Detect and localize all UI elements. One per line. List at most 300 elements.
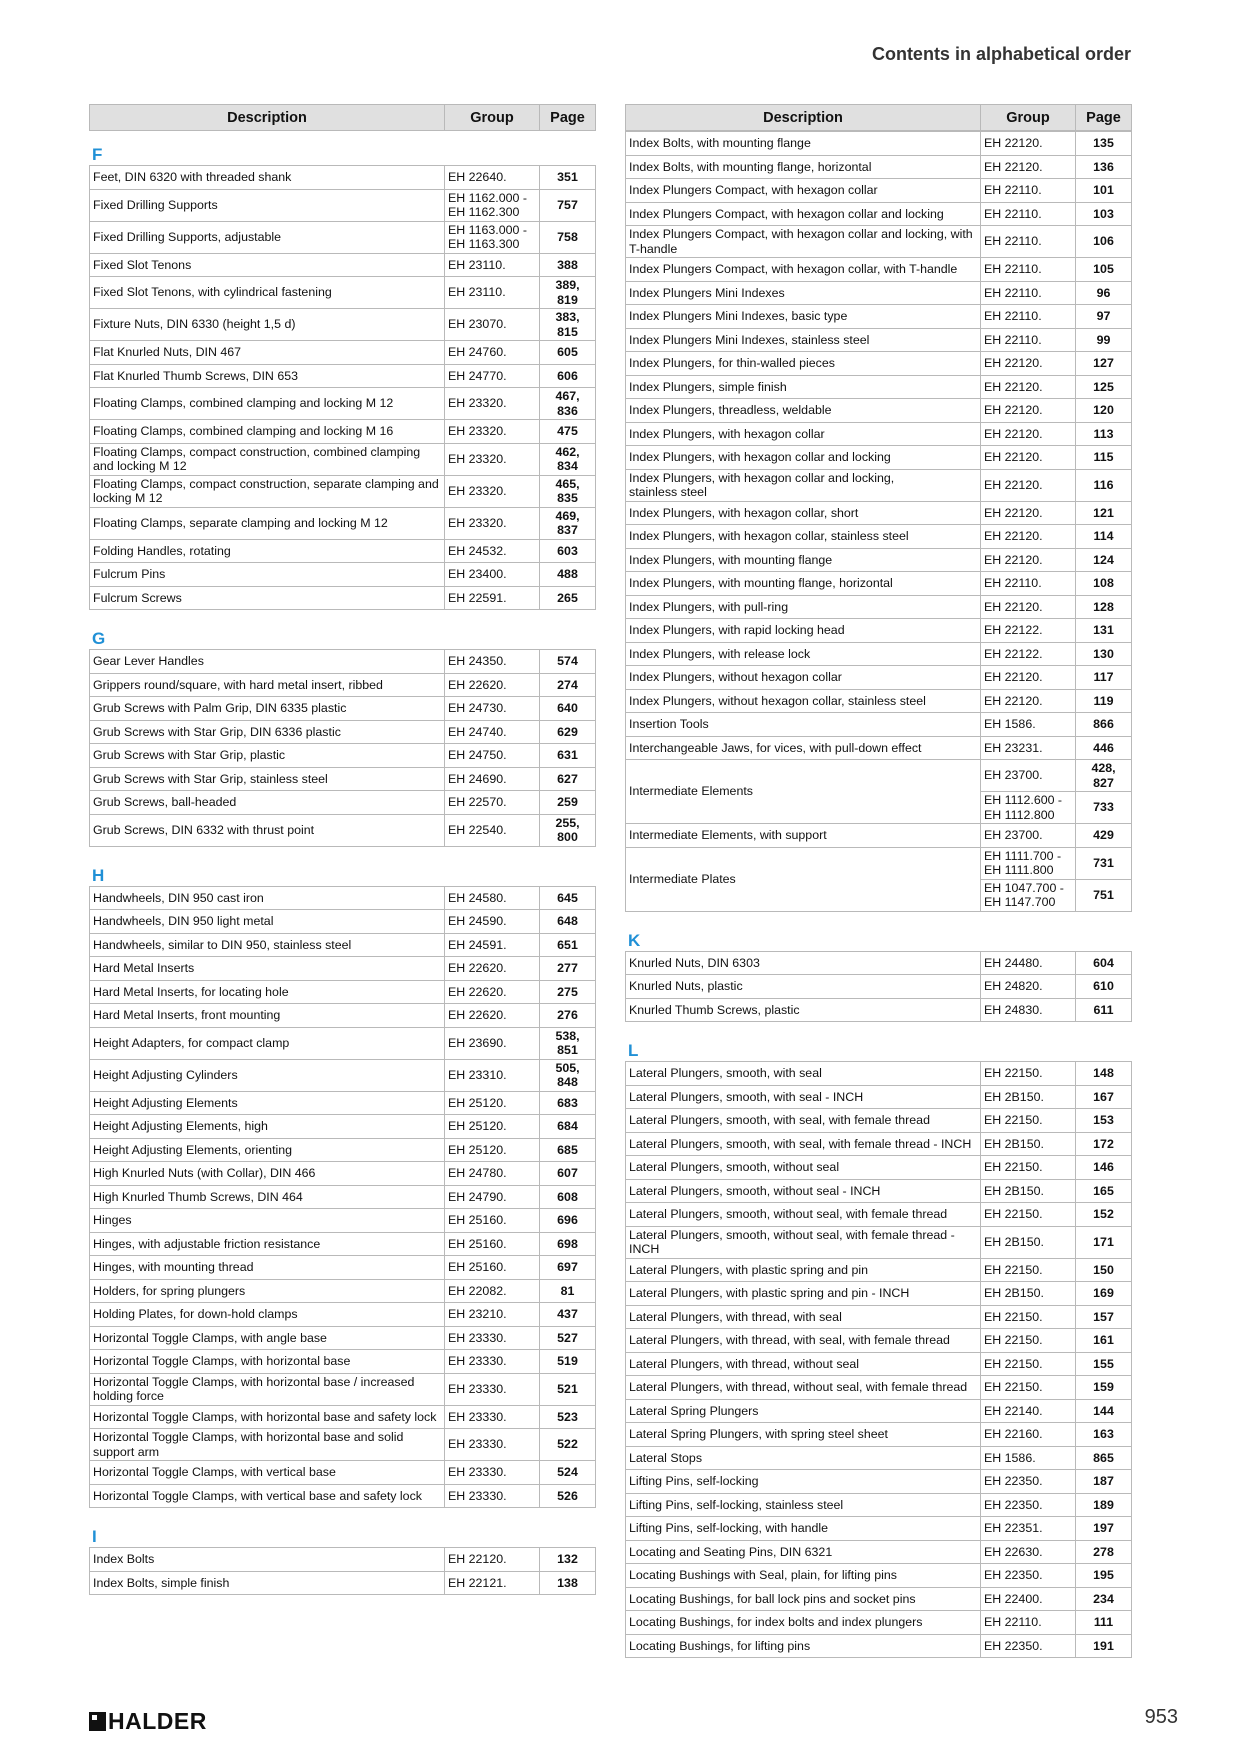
row-page: 116	[1076, 469, 1132, 501]
row-group: EH 1586.	[981, 713, 1076, 737]
table-row	[626, 469, 1132, 501]
table-row	[626, 1329, 1132, 1353]
row-group: EH 22150.	[981, 1258, 1076, 1282]
row-description: Interchangeable Jaws, for vices, with pull-down effect	[626, 736, 981, 760]
row-description: Index Bolts, with mounting flange, horizontal	[626, 155, 981, 179]
row-group: EH 23330.	[445, 1373, 540, 1405]
row-group: EH 2B150.	[981, 1282, 1076, 1306]
table-row	[90, 1115, 596, 1139]
table-row	[626, 1470, 1132, 1494]
row-group: EH 22120.	[981, 399, 1076, 423]
row-description: Intermediate Plates	[626, 847, 981, 911]
row-description: Hinges	[90, 1209, 445, 1233]
row-description: Fixed Drilling Supports	[90, 189, 445, 221]
row-page: 155	[1076, 1352, 1132, 1376]
row-description: Lateral Plungers, smooth, without seal	[626, 1156, 981, 1180]
row-description: Horizontal Toggle Clamps, with horizontal base	[90, 1350, 445, 1374]
table-row	[90, 1256, 596, 1280]
row-description: Index Plungers Mini Indexes, stainless steel	[626, 328, 981, 352]
row-group: EH 23110.	[445, 277, 540, 309]
row-page: 255, 800	[540, 814, 596, 846]
row-description: Lateral Plungers, smooth, with seal, with female thread - INCH	[626, 1132, 981, 1156]
row-page: 191	[1076, 1634, 1132, 1658]
header-description: Description	[90, 105, 445, 131]
row-page: 169	[1076, 1282, 1132, 1306]
table-row	[626, 399, 1132, 423]
row-group: EH 24830.	[981, 998, 1076, 1022]
row-page: 462, 834	[540, 443, 596, 475]
row-page: 172	[1076, 1132, 1132, 1156]
row-page: 627	[540, 767, 596, 791]
row-description: Locating Bushings, for index bolts and index plungers	[626, 1611, 981, 1635]
row-group: EH 23320.	[445, 388, 540, 420]
row-group: EH 22150.	[981, 1305, 1076, 1329]
row-description: Floating Clamps, compact construction, separate clamping and locking M 12	[90, 475, 445, 507]
row-page: 683	[540, 1091, 596, 1115]
row-description: Fixed Slot Tenons, with cylindrical fastening	[90, 277, 445, 309]
row-description: Grub Screws with Palm Grip, DIN 6335 plastic	[90, 697, 445, 721]
index-table	[89, 165, 596, 610]
row-group: EH 22120.	[981, 132, 1076, 156]
row-page: 132	[540, 1548, 596, 1572]
row-description: Hinges, with adjustable friction resistance	[90, 1232, 445, 1256]
row-group: EH 24690.	[445, 767, 540, 791]
row-group: EH 2B150.	[981, 1132, 1076, 1156]
header-group: Group	[981, 105, 1076, 131]
row-page: 128	[1076, 595, 1132, 619]
table-row	[626, 1611, 1132, 1635]
row-description: Index Bolts	[90, 1548, 445, 1572]
row-group: EH 22620.	[445, 673, 540, 697]
row-page: 105	[1076, 258, 1132, 282]
row-description: Handwheels, similar to DIN 950, stainless steel	[90, 933, 445, 957]
row-page: 138	[540, 1571, 596, 1595]
table-row	[90, 886, 596, 910]
row-page: 259	[540, 791, 596, 815]
section-letter: H	[92, 865, 105, 885]
table-row	[626, 1376, 1132, 1400]
table-row	[90, 767, 596, 791]
row-description: Knurled Nuts, DIN 6303	[626, 951, 981, 975]
row-group: EH 23690.	[445, 1027, 540, 1059]
table-row	[90, 910, 596, 934]
row-group: EH 22150.	[981, 1062, 1076, 1086]
table-row	[90, 1027, 596, 1059]
row-description: Hard Metal Inserts, for locating hole	[90, 980, 445, 1004]
row-page: 465, 835	[540, 475, 596, 507]
row-group: EH 24770.	[445, 364, 540, 388]
row-description: Index Bolts, with mounting flange	[626, 132, 981, 156]
row-group: EH 1112.600 - EH 1112.800	[981, 792, 1076, 824]
table-row	[626, 1587, 1132, 1611]
row-group: EH 22350.	[981, 1634, 1076, 1658]
row-description: Index Plungers, without hexagon collar, stainless steel	[626, 689, 981, 713]
index-table	[625, 131, 1132, 912]
table-row	[90, 697, 596, 721]
row-group: EH 25120.	[445, 1091, 540, 1115]
row-page: 866	[1076, 713, 1132, 737]
row-description: High Knurled Thumb Screws, DIN 464	[90, 1185, 445, 1209]
right-column	[625, 104, 1131, 1658]
table-row	[90, 1350, 596, 1374]
row-description: Lateral Plungers, smooth, with seal	[626, 1062, 981, 1086]
table-row	[90, 364, 596, 388]
row-group: EH 22120.	[981, 689, 1076, 713]
row-page: 99	[1076, 328, 1132, 352]
row-page: 161	[1076, 1329, 1132, 1353]
row-group: EH 22120.	[981, 666, 1076, 690]
row-group: EH 23700.	[981, 760, 1076, 792]
row-group: EH 22540.	[445, 814, 540, 846]
table-row	[626, 226, 1132, 258]
row-description: Lifting Pins, self-locking, stainless steel	[626, 1493, 981, 1517]
row-description: Lateral Spring Plungers	[626, 1399, 981, 1423]
row-page: 437	[540, 1303, 596, 1327]
table-row	[626, 375, 1132, 399]
row-page: 163	[1076, 1423, 1132, 1447]
row-group: EH 23330.	[445, 1405, 540, 1429]
row-description: Hard Metal Inserts, front mounting	[90, 1004, 445, 1028]
row-description: Index Plungers, with hexagon collar and locking	[626, 446, 981, 470]
row-description: Lifting Pins, self-locking	[626, 1470, 981, 1494]
row-description: Index Plungers, with rapid locking head	[626, 619, 981, 643]
row-group: EH 25160.	[445, 1209, 540, 1233]
letter-section	[89, 145, 595, 610]
table-row	[626, 689, 1132, 713]
table-row	[90, 221, 596, 253]
table-row	[626, 951, 1132, 975]
row-description: Lateral Stops	[626, 1446, 981, 1470]
row-description: Height Adjusting Elements, high	[90, 1115, 445, 1139]
row-group: EH 24750.	[445, 744, 540, 768]
left-sections	[89, 145, 595, 1595]
row-page: 865	[1076, 1446, 1132, 1470]
row-description: Lateral Plungers, with plastic spring and pin	[626, 1258, 981, 1282]
row-description: Index Plungers Compact, with hexagon collar and locking, with T-handle	[626, 226, 981, 258]
row-group: EH 23110.	[445, 253, 540, 277]
row-group: EH 24730.	[445, 697, 540, 721]
halder-logo	[89, 1709, 207, 1733]
row-group: EH 22120.	[981, 469, 1076, 501]
index-table	[89, 886, 596, 1509]
row-group: EH 22110.	[981, 328, 1076, 352]
letter-section	[89, 866, 595, 1509]
row-description: Fulcrum Pins	[90, 563, 445, 587]
row-page: 171	[1076, 1226, 1132, 1258]
row-group: EH 22082.	[445, 1279, 540, 1303]
table-row	[626, 998, 1132, 1022]
row-page: 351	[540, 166, 596, 190]
row-group: EH 23330.	[445, 1484, 540, 1508]
row-page: 475	[540, 420, 596, 444]
row-description: Folding Handles, rotating	[90, 539, 445, 563]
row-page: 648	[540, 910, 596, 934]
table-row	[626, 525, 1132, 549]
row-group: EH 22570.	[445, 791, 540, 815]
logo-mark-icon	[89, 1712, 106, 1731]
row-description: Flat Knurled Nuts, DIN 467	[90, 341, 445, 365]
row-page: 130	[1076, 642, 1132, 666]
row-page: 125	[1076, 375, 1132, 399]
section-letter: F	[92, 145, 103, 164]
table-row	[90, 1279, 596, 1303]
right-index-table-header	[625, 104, 1132, 131]
letter-section	[89, 629, 595, 847]
row-group: EH 22620.	[445, 980, 540, 1004]
table-row	[90, 1484, 596, 1508]
row-description: Index Plungers, with hexagon collar, short	[626, 501, 981, 525]
table-row	[626, 1282, 1132, 1306]
row-description: Knurled Thumb Screws, plastic	[626, 998, 981, 1022]
row-description: Grub Screws with Star Grip, DIN 6336 plastic	[90, 720, 445, 744]
table-row	[90, 791, 596, 815]
header-page: Page	[1076, 105, 1132, 131]
row-description: Index Plungers, without hexagon collar	[626, 666, 981, 690]
row-description: Holders, for spring plungers	[90, 1279, 445, 1303]
row-page: 157	[1076, 1305, 1132, 1329]
row-page: 519	[540, 1350, 596, 1374]
row-page: 696	[540, 1209, 596, 1233]
row-group: EH 22591.	[445, 586, 540, 610]
row-description: Horizontal Toggle Clamps, with angle base	[90, 1326, 445, 1350]
row-group: EH 22150.	[981, 1203, 1076, 1227]
row-group: EH 24591.	[445, 933, 540, 957]
table-row	[90, 933, 596, 957]
row-page: 81	[540, 1279, 596, 1303]
table-row	[90, 1004, 596, 1028]
table-row	[626, 1132, 1132, 1156]
table-row	[626, 328, 1132, 352]
table-row	[626, 352, 1132, 376]
row-description: Locating Bushings with Seal, plain, for lifting pins	[626, 1564, 981, 1588]
table-row	[626, 422, 1132, 446]
table-row	[90, 1162, 596, 1186]
row-group: EH 24740.	[445, 720, 540, 744]
row-group: EH 22120.	[981, 352, 1076, 376]
row-page: 144	[1076, 1399, 1132, 1423]
section-letter: G	[92, 629, 106, 648]
row-description: Horizontal Toggle Clamps, with horizontal base / increased holding force	[90, 1373, 445, 1405]
table-row	[626, 1305, 1132, 1329]
letter-section	[625, 931, 1131, 1023]
row-page: 165	[1076, 1179, 1132, 1203]
table-row	[626, 572, 1132, 596]
row-page: 611	[1076, 998, 1132, 1022]
row-description: Handwheels, DIN 950 light metal	[90, 910, 445, 934]
table-row	[90, 443, 596, 475]
table-row	[626, 736, 1132, 760]
row-page: 265	[540, 586, 596, 610]
row-description: Height Adjusting Elements, orienting	[90, 1138, 445, 1162]
row-group: EH 24532.	[445, 539, 540, 563]
row-description: Lateral Plungers, smooth, with seal, with female thread	[626, 1109, 981, 1133]
row-page: 697	[540, 1256, 596, 1280]
table-row	[626, 847, 1132, 879]
row-page: 640	[540, 697, 596, 721]
table-row	[90, 1461, 596, 1485]
row-group: EH 22350.	[981, 1493, 1076, 1517]
row-description: Lateral Plungers, smooth, with seal - INCH	[626, 1085, 981, 1109]
table-row	[90, 563, 596, 587]
row-page: 751	[1076, 879, 1132, 911]
row-group: EH 23330.	[445, 1350, 540, 1374]
row-group: EH 25120.	[445, 1115, 540, 1139]
row-description: Lateral Plungers, smooth, without seal - INCH	[626, 1179, 981, 1203]
table-row	[90, 744, 596, 768]
row-page: 610	[1076, 975, 1132, 999]
row-group: EH 22110.	[981, 258, 1076, 282]
table-row	[626, 642, 1132, 666]
row-group: EH 24820.	[981, 975, 1076, 999]
row-page: 121	[1076, 501, 1132, 525]
row-group: EH 22110.	[981, 305, 1076, 329]
row-group: EH 22110.	[981, 281, 1076, 305]
row-page: 757	[540, 189, 596, 221]
right-sections	[625, 131, 1131, 1658]
row-group: EH 23070.	[445, 309, 540, 341]
row-group: EH 23310.	[445, 1059, 540, 1091]
row-group: EH 22120.	[981, 446, 1076, 470]
letter-section	[89, 1527, 595, 1595]
table-row	[90, 166, 596, 190]
row-group: EH 23320.	[445, 475, 540, 507]
left-column	[89, 104, 595, 1595]
row-page: 108	[1076, 572, 1132, 596]
row-description: Index Plungers Mini Indexes, basic type	[626, 305, 981, 329]
row-page: 111	[1076, 1611, 1132, 1635]
table-row	[626, 1517, 1132, 1541]
row-group: EH 24480.	[981, 951, 1076, 975]
table-row	[626, 1634, 1132, 1658]
table-row	[626, 619, 1132, 643]
row-group: EH 22630.	[981, 1540, 1076, 1564]
row-description: Holding Plates, for down-hold clamps	[90, 1303, 445, 1327]
row-description: Lateral Plungers, with thread, without seal	[626, 1352, 981, 1376]
row-description: High Knurled Nuts (with Collar), DIN 466	[90, 1162, 445, 1186]
row-page: 274	[540, 673, 596, 697]
row-description: Intermediate Elements, with support	[626, 824, 981, 848]
row-description: Handwheels, DIN 950 cast iron	[90, 886, 445, 910]
row-description: Floating Clamps, separate clamping and locking M 12	[90, 507, 445, 539]
row-page: 469, 837	[540, 507, 596, 539]
row-page: 521	[540, 1373, 596, 1405]
row-group: EH 23330.	[445, 1326, 540, 1350]
row-group: EH 2B150.	[981, 1085, 1076, 1109]
row-description: Index Plungers Compact, with hexagon collar and locking	[626, 202, 981, 226]
row-page: 429	[1076, 824, 1132, 848]
table-row	[90, 980, 596, 1004]
table-row	[626, 1258, 1132, 1282]
table-row	[90, 1059, 596, 1091]
row-group: EH 23320.	[445, 443, 540, 475]
row-description: Height Adjusting Elements	[90, 1091, 445, 1115]
row-page: 684	[540, 1115, 596, 1139]
row-group: EH 2B150.	[981, 1179, 1076, 1203]
row-description: Index Bolts, simple finish	[90, 1571, 445, 1595]
row-group: EH 1586.	[981, 1446, 1076, 1470]
row-page: 276	[540, 1004, 596, 1028]
row-description: Lateral Spring Plungers, with spring steel sheet	[626, 1423, 981, 1447]
row-description: Index Plungers, simple finish	[626, 375, 981, 399]
row-group: EH 22110.	[981, 1611, 1076, 1635]
row-group: EH 1163.000 - EH 1163.300	[445, 221, 540, 253]
header-description: Description	[626, 105, 981, 131]
table-row	[626, 760, 1132, 792]
row-group: EH 22120.	[981, 422, 1076, 446]
table-row	[90, 957, 596, 981]
table-row	[626, 258, 1132, 282]
table-row	[90, 1571, 596, 1595]
row-description: Locating and Seating Pins, DIN 6321	[626, 1540, 981, 1564]
row-page: 106	[1076, 226, 1132, 258]
row-group: EH 22150.	[981, 1352, 1076, 1376]
table-row	[90, 253, 596, 277]
row-page: 522	[540, 1429, 596, 1461]
row-description: Hard Metal Inserts	[90, 957, 445, 981]
table-row	[90, 189, 596, 221]
row-description: Insertion Tools	[626, 713, 981, 737]
row-description: Grub Screws, ball-headed	[90, 791, 445, 815]
table-row	[626, 1156, 1132, 1180]
table-row	[90, 1405, 596, 1429]
row-description: Index Plungers, with release lock	[626, 642, 981, 666]
row-description: Fixture Nuts, DIN 6330 (height 1,5 d)	[90, 309, 445, 341]
table-row	[626, 1062, 1132, 1086]
row-page: 97	[1076, 305, 1132, 329]
table-row	[90, 1326, 596, 1350]
row-page: 523	[540, 1405, 596, 1429]
table-row	[90, 1091, 596, 1115]
index-table	[89, 649, 596, 847]
row-description: Fixed Slot Tenons	[90, 253, 445, 277]
logo-text: HALDER	[108, 1707, 207, 1734]
row-page: 467, 836	[540, 388, 596, 420]
page-title: Contents in alphabetical order	[871, 44, 1131, 64]
row-description: Intermediate Elements	[626, 760, 981, 824]
row-group: EH 22110.	[981, 572, 1076, 596]
table-row	[626, 1423, 1132, 1447]
table-row	[626, 548, 1132, 572]
row-page: 189	[1076, 1493, 1132, 1517]
row-page: 538, 851	[540, 1027, 596, 1059]
table-row	[90, 720, 596, 744]
row-group: EH 1111.700 - EH 1111.800	[981, 847, 1076, 879]
table-row	[90, 673, 596, 697]
index-table	[625, 1061, 1132, 1658]
row-description: Index Plungers, threadless, weldable	[626, 399, 981, 423]
row-page: 428, 827	[1076, 760, 1132, 792]
row-page: 113	[1076, 422, 1132, 446]
row-page: 101	[1076, 179, 1132, 203]
row-description: Horizontal Toggle Clamps, with horizontal base and solid support arm	[90, 1429, 445, 1461]
row-description: Lateral Plungers, with plastic spring and pin - INCH	[626, 1282, 981, 1306]
row-page: 103	[1076, 202, 1132, 226]
row-group: EH 22150.	[981, 1376, 1076, 1400]
row-page: 524	[540, 1461, 596, 1485]
row-description: Horizontal Toggle Clamps, with vertical base and safety lock	[90, 1484, 445, 1508]
row-page: 389, 819	[540, 277, 596, 309]
table-row	[626, 1085, 1132, 1109]
row-description: Height Adjusting Cylinders	[90, 1059, 445, 1091]
row-description: Locating Bushings, for lifting pins	[626, 1634, 981, 1658]
table-row	[626, 155, 1132, 179]
table-row	[90, 420, 596, 444]
row-description: Index Plungers, with hexagon collar	[626, 422, 981, 446]
row-description: Lateral Plungers, smooth, without seal, with female thread - INCH	[626, 1226, 981, 1258]
row-page: 527	[540, 1326, 596, 1350]
row-page: 114	[1076, 525, 1132, 549]
letter-section	[625, 131, 1131, 912]
